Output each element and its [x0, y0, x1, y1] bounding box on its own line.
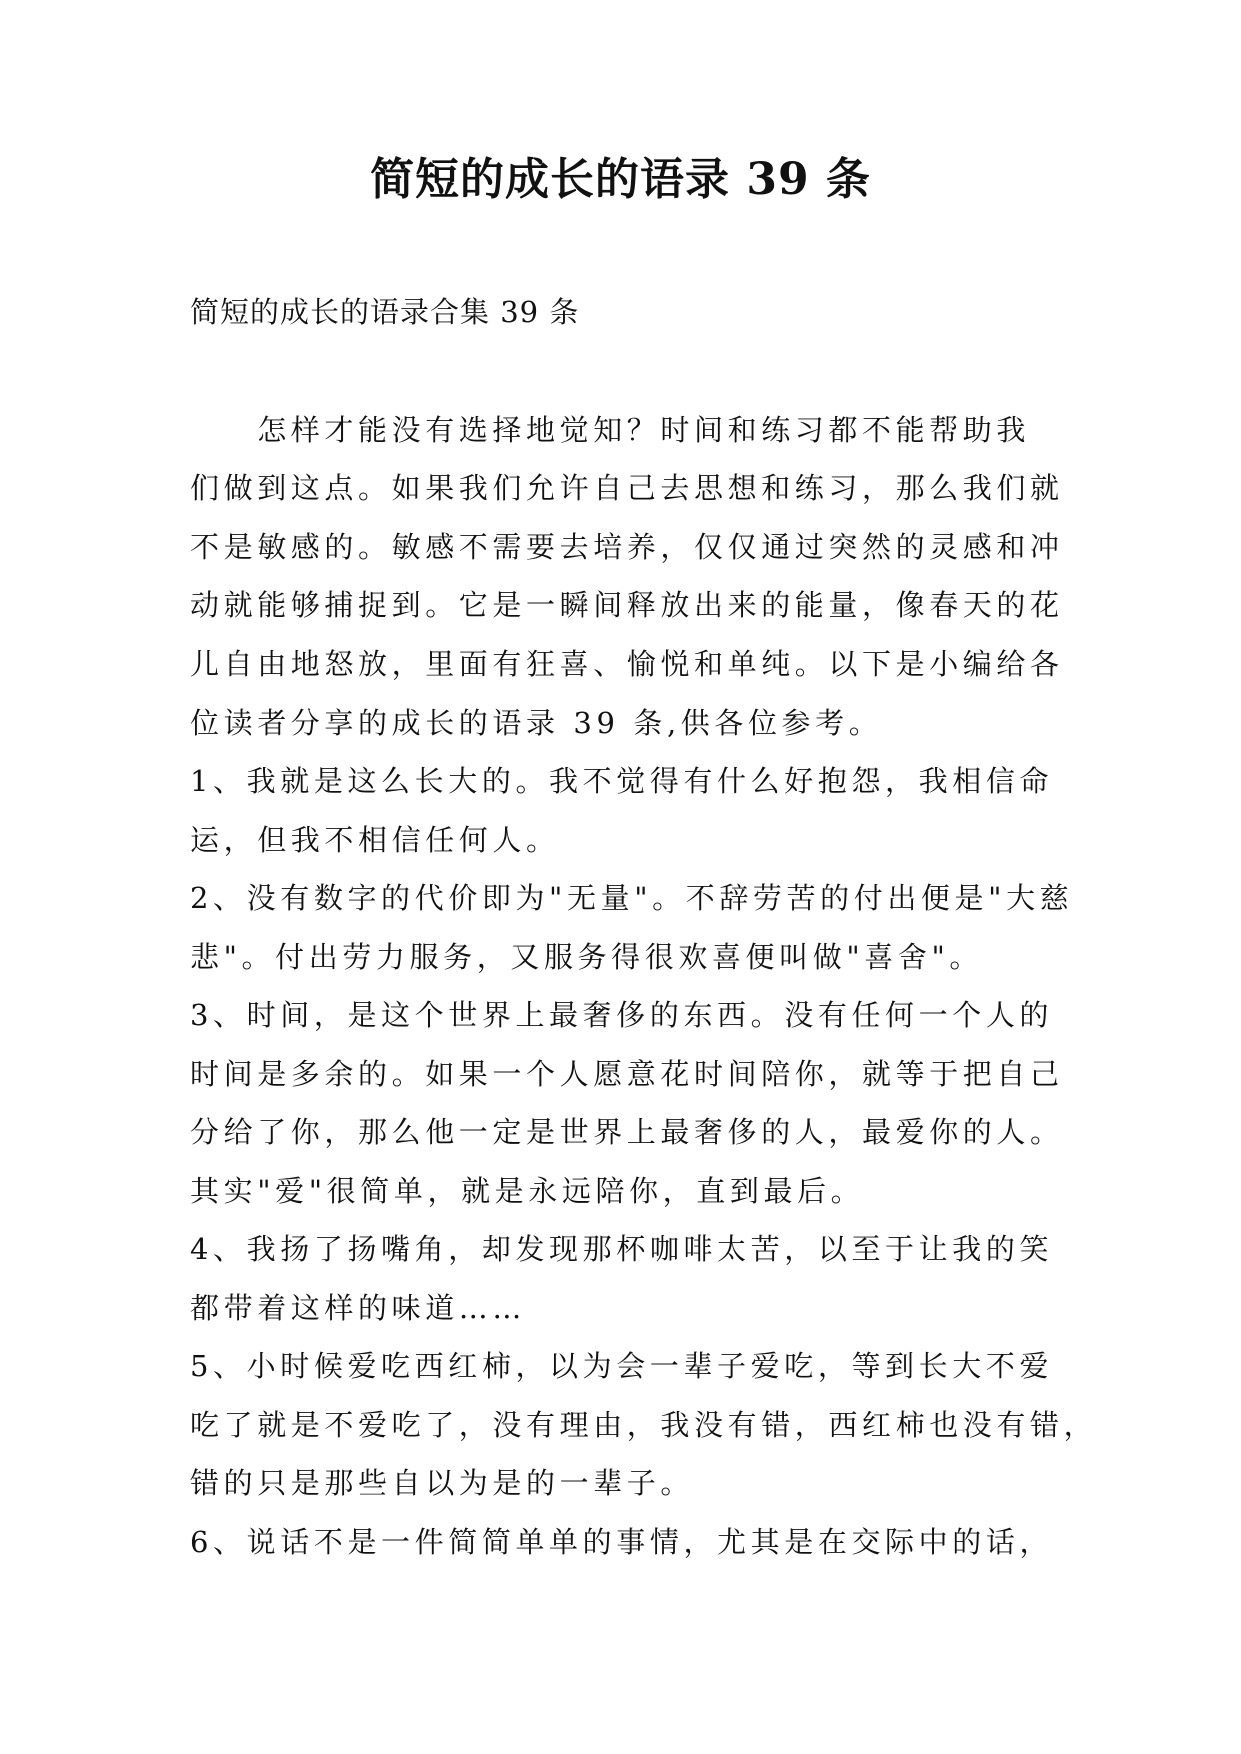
body-line: 2、没有数字的代价即为"无量"。不辞劳苦的付出便是"大慈 — [190, 881, 1074, 915]
document-title: 简短的成长的语录 39 条 — [370, 154, 871, 205]
body-line: 4、我扬了扬嘴角，却发现那杯咖啡太苦，以至于让我的笑 — [190, 1232, 1054, 1266]
body-line: 都带着这样的味道…… — [190, 1291, 527, 1325]
body-line: 6、说话不是一件简简单单的事情，尤其是在交际中的话， — [190, 1525, 1054, 1559]
body-line: 分给了你，那么他一定是世界上最奢侈的人，最爱你的人。 — [190, 1115, 1064, 1149]
body-line: 吃了就是不爱吃了，没有理由，我没有错，西红柿也没有错， — [190, 1408, 1098, 1442]
body-line: 错的只是那些自以为是的一辈子。 — [190, 1466, 695, 1500]
body-line: 动就能够捕捉到。它是一瞬间释放出来的能量，像春天的花 — [190, 588, 1064, 622]
body-line: 儿自由地怒放，里面有狂喜、愉悦和单纯。以下是小编给各 — [190, 647, 1064, 681]
body-line: 其实"爱"很简单，就是永远陪你，直到最后。 — [190, 1174, 865, 1208]
body-line: 3、时间，是这个世界上最奢侈的东西。没有任何一个人的 — [190, 998, 1054, 1032]
body-line: 怎样才能没有选择地觉知？时间和练习都不能帮助我 — [190, 413, 1031, 447]
body-line: 1、我就是这么长大的。我不觉得有什么好抱怨，我相信命 — [190, 764, 1054, 798]
body-line: 们做到这点。如果我们允许自己去思想和练习，那么我们就 — [190, 471, 1064, 505]
body-line: 悲"。付出劳力服务，又服务得很欢喜便叫做"喜舍"。 — [190, 940, 984, 974]
body-line: 时间是多余的。如果一个人愿意花时间陪你，就等于把自己 — [190, 1057, 1064, 1091]
document-subtitle: 简短的成长的语录合集 39 条 — [190, 295, 580, 329]
body-line: 不是敏感的。敏感不需要去培养，仅仅通过突然的灵感和冲 — [190, 530, 1064, 564]
body-line: 位读者分享的成长的语录 39 条,供各位参考。 — [190, 706, 883, 740]
body-line: 运，但我不相信任何人。 — [190, 823, 560, 857]
body-line: 5、小时候爱吃西红柿，以为会一辈子爱吃，等到长大不爱 — [190, 1349, 1054, 1383]
